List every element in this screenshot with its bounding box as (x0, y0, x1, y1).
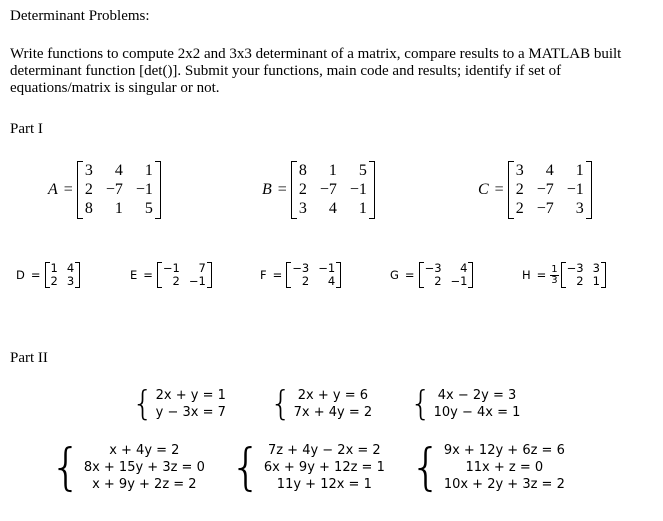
part-2-heading: Part II (10, 350, 48, 366)
matrix-entry: 8 (298, 162, 307, 179)
equation: x + 9y + 2z = 2 (92, 476, 197, 492)
matrix-label: E (130, 268, 138, 282)
matrix-entry: −1 (318, 261, 336, 275)
matrix-entry: 1 (575, 162, 584, 179)
matrix-entry: −7 (319, 181, 337, 198)
matrix-b: B = 8 1 5 2 −7 −1 3 4 1 (262, 161, 375, 219)
matrix-cells (286, 262, 341, 288)
matrix-entry: 2 (434, 274, 442, 288)
scalar-fraction (550, 265, 558, 286)
matrix-entry: 7 (198, 261, 206, 275)
matrix-entry: −1 (349, 181, 367, 198)
matrix-h: H = $\frac{1}{3}$ −3 3 2 1 (522, 262, 606, 288)
matrix-entry: 3 (592, 261, 600, 275)
equation: y − 3x = 7 (155, 405, 226, 420)
equation-lines (434, 384, 521, 424)
system-3x3-2 (230, 438, 385, 496)
matrix-entry: 4 (327, 274, 336, 288)
equation: x + 4y = 2 (109, 442, 180, 458)
matrix-entry: 4 (460, 261, 468, 275)
matrix-entry: 4 (545, 162, 554, 179)
equation: 7z + 4y − 2x = 2 (267, 442, 381, 458)
equation: 4x − 2y = 3 (437, 388, 517, 403)
matrix-entry: 2 (298, 181, 307, 198)
matrix-entry: −1 (162, 261, 180, 275)
matrix-entry: −1 (135, 181, 153, 198)
matrix-entry: 1 (144, 162, 153, 179)
left-brace-icon: { (410, 384, 432, 424)
matrix-entry: 3 (515, 162, 524, 179)
matrix-cells (157, 262, 212, 288)
matrix-entry: 2 (50, 274, 58, 288)
equation: 11x + z = 0 (465, 459, 544, 475)
part-1-heading: Part I (10, 121, 43, 137)
matrix-entry: −1 (566, 181, 584, 198)
system-2x2-2 (270, 384, 372, 424)
matrix-entry: −7 (536, 200, 554, 217)
matrix-entry: 3 (66, 274, 75, 288)
matrix-entry: 3 (84, 162, 93, 179)
equation: 10x + 2y + 3z = 2 (443, 476, 565, 492)
matrix-label: H (522, 268, 531, 282)
matrix-entry: 4 (66, 261, 75, 275)
matrix-entry: −3 (424, 261, 442, 275)
matrix-entry: 3 (298, 200, 307, 217)
matrix-cells (561, 262, 606, 288)
matrix-entry: −1 (450, 274, 468, 288)
matrix-cells (45, 262, 81, 288)
equation-lines (294, 384, 373, 424)
matrix-label: D (16, 268, 25, 282)
matrix-entry: 1 (50, 261, 58, 275)
matrix-g: G = −3 4 2 −1 (390, 262, 473, 288)
equation: 11y + 12x = 1 (276, 476, 372, 492)
matrix-entry: 2 (172, 274, 180, 288)
equation: 10y − 4x = 1 (433, 405, 521, 420)
equation-lines (156, 384, 226, 424)
matrix-entry: −3 (566, 261, 584, 275)
matrix-cells (291, 161, 375, 219)
matrix-entry: 2 (576, 274, 584, 288)
matrix-entry: 5 (144, 200, 153, 217)
equation: 2x + y = 1 (155, 388, 226, 403)
left-brace-icon: { (410, 438, 442, 496)
matrix-label: G (390, 268, 399, 282)
matrix-label: C (478, 181, 489, 198)
matrix-entry: 1 (114, 200, 123, 217)
matrix-cells (77, 161, 161, 219)
matrix-d: D = 1 4 2 3 (16, 262, 80, 288)
matrix-entry: 3 (575, 200, 584, 217)
fraction-numerator: 1 (551, 263, 558, 275)
equation: 2x + y = 6 (297, 388, 369, 403)
system-3x3-3 (410, 438, 565, 496)
matrix-label: A (48, 181, 58, 198)
matrix-entry: 4 (114, 162, 123, 179)
matrix-entry: 1 (328, 162, 337, 179)
matrix-entry: −7 (105, 181, 123, 198)
matrix-e: E = −1 7 2 −1 (130, 262, 212, 288)
system-2x2-3 (410, 384, 520, 424)
matrix-f: F = −3 −1 2 4 (260, 262, 341, 288)
matrix-entry: 2 (301, 274, 310, 288)
left-brace-icon: { (270, 384, 292, 424)
matrix-entry: 1 (358, 200, 367, 217)
matrix-label: B (262, 181, 272, 198)
left-brace-icon: { (132, 384, 154, 424)
matrix-entry: 2 (84, 181, 93, 198)
equation-lines (444, 438, 565, 496)
equation: 6x + 9y + 12z = 1 (263, 459, 385, 475)
matrix-label: F (260, 268, 267, 282)
matrix-entry: 5 (358, 162, 367, 179)
matrix-entry: −7 (536, 181, 554, 198)
matrix-entry: 2 (515, 200, 524, 217)
matrix-cells (419, 262, 474, 288)
equation: 7x + 4y = 2 (293, 405, 373, 420)
fraction-denominator: 3 (551, 274, 558, 286)
equation-lines (264, 438, 385, 496)
page-title: Determinant Problems: (10, 8, 150, 24)
matrix-a: A = 3 4 1 2 −7 −1 8 1 5 (48, 161, 161, 219)
matrix-cells (508, 161, 592, 219)
instructions-paragraph: Write functions to compute 2x2 and 3x3 determinant of a matrix, compare results to a MATLAB built determinant function [det()]. Submit your functions, main code and results; identify if set of equations/matrix is singular or not. (10, 46, 622, 96)
equation: 8x + 15y + 3z = 0 (83, 459, 205, 475)
left-brace-icon: { (50, 438, 82, 496)
matrix-entry: −1 (188, 274, 206, 288)
matrix-entry: 8 (84, 200, 93, 217)
matrix-c: C = 3 4 1 2 −7 −1 2 −7 3 (478, 161, 592, 219)
equation: 9x + 12y + 6z = 6 (443, 442, 565, 458)
left-brace-icon: { (230, 438, 262, 496)
matrix-entry: 2 (515, 181, 524, 198)
matrix-entry: 4 (328, 200, 337, 217)
system-3x3-1 (50, 438, 205, 496)
equation-lines (84, 438, 205, 496)
system-2x2-1 (132, 384, 226, 424)
matrix-entry: 1 (592, 274, 600, 288)
matrix-entry: −3 (292, 261, 310, 275)
